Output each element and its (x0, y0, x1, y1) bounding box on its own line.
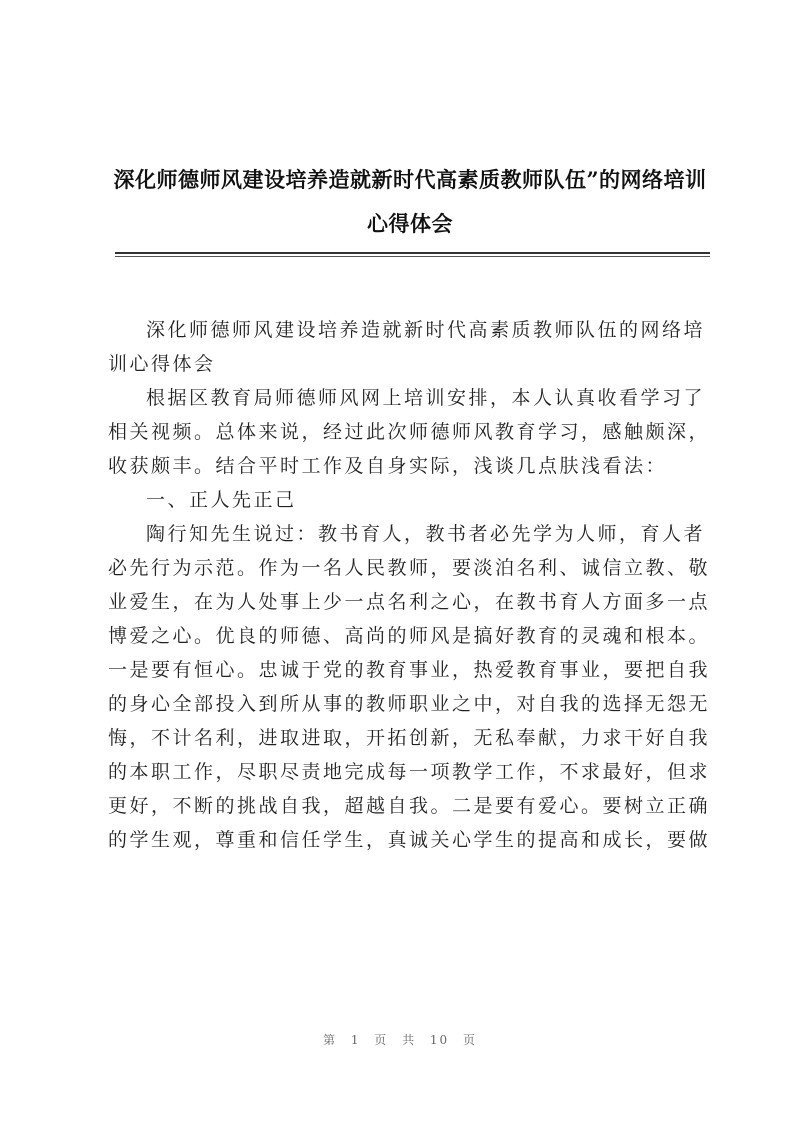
paragraph-line: 一是要有恒心。忠诚于党的教育事业，热爱教育事业，要把自我 (108, 659, 711, 681)
section-heading-text: 一、正人先正己 (146, 489, 297, 511)
document-title (100, 158, 720, 246)
paragraph-line: 的身心全部投入到所从事的教师职业之中，对自我的选择无怨无 (108, 693, 711, 715)
paragraph-1 (108, 313, 708, 381)
title-line-1: 深化师德师风建设培养造就新时代高素质教师队伍”的网络培训 (113, 167, 707, 192)
paragraph-line: 深化师德师风建设培养造就新时代高素质教师队伍的网络培 (146, 319, 706, 341)
paragraph-line: 的本职工作，尽职尽责地完成每一项教学工作，不求最好，但求 (108, 761, 711, 783)
paragraph-3 (108, 517, 711, 857)
paragraph-line: 相关视频。总体来说，经过此次师德师风教育学习，感触颇深， (108, 421, 711, 443)
paragraph-line: 陶行知先生说过：教书育人，教书者必先学为人师，育人者 (146, 523, 706, 545)
paragraph-line: 的学生观，尊重和信任学生，真诚关心学生的提高和成长，要做 (108, 829, 711, 851)
paragraph-line: 博爱之心。优良的师德、高尚的师风是搞好教育的灵魂和根本。 (108, 625, 711, 647)
paragraph-line: 业爱生，在为人处事上少一点名利之心，在教书育人方面多一点 (108, 591, 711, 613)
title-line-2: 心得体会 (367, 211, 453, 236)
paragraph-line: 悔，不计名利，进取进取，开拓创新，无私奉献，力求干好自我 (108, 727, 711, 749)
title-divider-thick (115, 252, 710, 254)
paragraph-line: 训心得体会 (108, 353, 216, 375)
document-body (108, 313, 711, 857)
title-divider-thin (115, 256, 710, 257)
paragraph-line: 更好，不断的挑战自我，超越自我。二是要有爱心。要树立正确 (108, 795, 711, 817)
paragraph-line: 收获颇丰。结合平时工作及自身实际，浅谈几点肤浅看法： (108, 455, 668, 477)
paragraph-line: 必先行为示范。作为一名人民教师，要淡泊名利、诚信立教、敬 (108, 557, 711, 579)
section-heading-1 (108, 483, 708, 517)
paragraph-2 (108, 381, 711, 483)
paragraph-line: 根据区教育局师德师风网上培训安排，本人认真收看学习了 (146, 387, 706, 409)
page-footer: 第 1 页 共 10 页 (323, 1033, 477, 1047)
